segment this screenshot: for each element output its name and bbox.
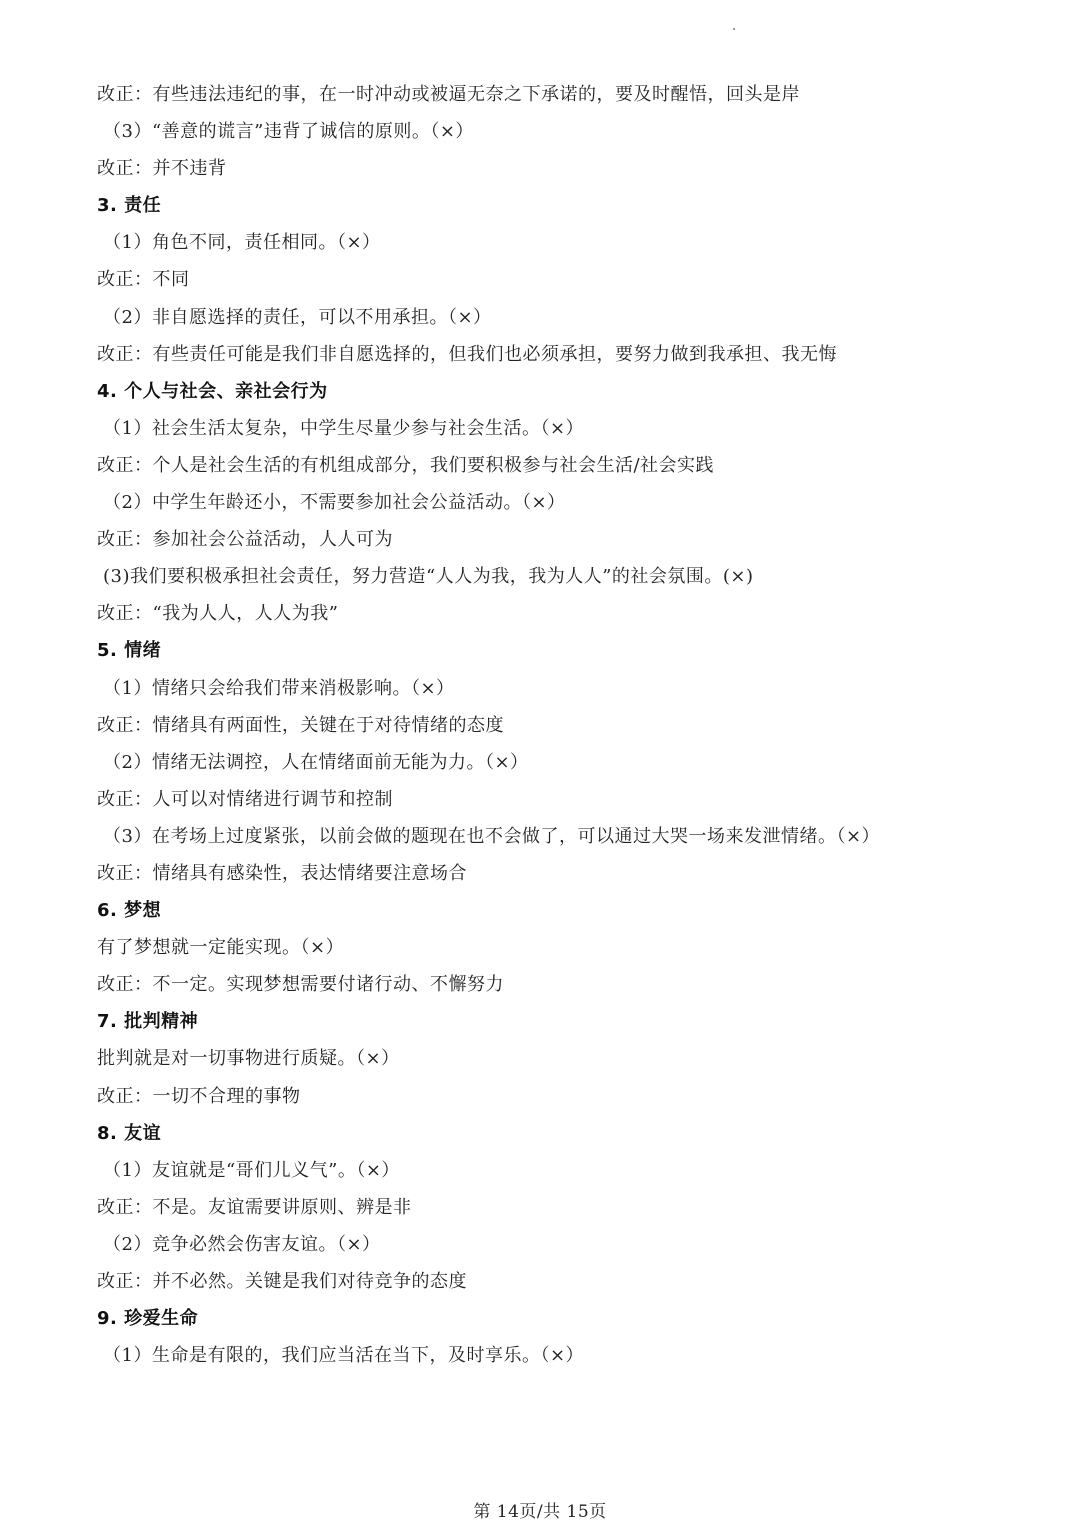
question-item: （2）中学生年龄还小，不需要参加社会公益活动。（×） xyxy=(103,492,566,514)
section-heading: 3. 责任 xyxy=(97,195,162,217)
question-item: （1）生命是有限的，我们应当活在当下，及时享乐。（×） xyxy=(103,1345,585,1367)
scan-dot xyxy=(733,28,735,30)
question-item: （1）友谊就是“哥们儿义气”。（×） xyxy=(103,1159,400,1181)
answer-line: 改正：个人是社会生活的有机组成部分，我们要积极参与社会生活/社会实践 xyxy=(97,454,715,476)
question-item: （3）“善意的谎言”违背了诚信的原则。（×） xyxy=(103,121,474,143)
answer-line: 改正：不是。友谊需要讲原则、辨是非 xyxy=(97,1196,412,1218)
page-footer: 第 14页/共 15页 xyxy=(473,1502,607,1522)
question-item: （2）非自愿选择的责任，可以不用承担。（×） xyxy=(103,306,492,328)
answer-line: 改正：并不违背 xyxy=(97,158,227,180)
question-item: (3)我们要积极承担社会责任，努力营造“人人为我，我为人人”的社会氛围。(×) xyxy=(103,566,754,588)
answer-line: 批判就是对一切事物进行质疑。（×） xyxy=(97,1048,400,1070)
answer-line: 改正：人可以对情绪进行调节和控制 xyxy=(97,788,393,810)
answer-line: 改正：有些责任可能是我们非自愿选择的，但我们也必须承担，要努力做到我承担、我无悔 xyxy=(97,343,837,365)
section-heading: 5. 情绪 xyxy=(97,640,162,662)
answer-line: 改正：“我为人人，人人为我” xyxy=(97,603,339,625)
answer-line: 改正：情绪具有两面性，关键在于对待情绪的态度 xyxy=(97,714,504,736)
section-heading: 7. 批判精神 xyxy=(97,1011,199,1033)
answer-line: 改正：情绪具有感染性，表达情绪要注意场合 xyxy=(97,862,467,884)
answer-line: 改正：一切不合理的事物 xyxy=(97,1085,301,1107)
question-item: （1）社会生活太复杂，中学生尽量少参与社会生活。（×） xyxy=(103,417,585,439)
question-item: （1）角色不同，责任相同。（×） xyxy=(103,232,381,254)
document-body xyxy=(97,76,997,1374)
answer-line: 有了梦想就一定能实现。（×） xyxy=(97,937,345,959)
answer-line: 改正：有些违法违纪的事，在一时冲动或被逼无奈之下承诺的，要及时醒悟，回头是岸 xyxy=(97,84,800,105)
question-item: （2）情绪无法调控，人在情绪面前无能为力。（×） xyxy=(103,751,529,773)
question-item: （1）情绪只会给我们带来消极影响。（×） xyxy=(103,677,455,699)
answer-line: 改正：参加社会公益活动，人人可为 xyxy=(97,529,393,551)
answer-line: 改正：并不必然。关键是我们对待竞争的态度 xyxy=(97,1271,467,1292)
question-item: （3）在考场上过度紧张，以前会做的题现在也不会做了，可以通过大哭一场来发泄情绪。（×） xyxy=(103,825,881,847)
question-item: （2）竞争必然会伤害友谊。（×） xyxy=(103,1233,381,1255)
answer-line: 改正：不同 xyxy=(97,269,190,291)
section-heading: 4. 个人与社会、亲社会行为 xyxy=(97,380,328,402)
answer-line: 改正：不一定。实现梦想需要付诸行动、不懈努力 xyxy=(97,974,504,996)
section-heading: 9. 珍爱生命 xyxy=(97,1308,199,1330)
section-heading: 6. 梦想 xyxy=(97,900,162,922)
section-heading: 8. 友谊 xyxy=(97,1122,162,1144)
